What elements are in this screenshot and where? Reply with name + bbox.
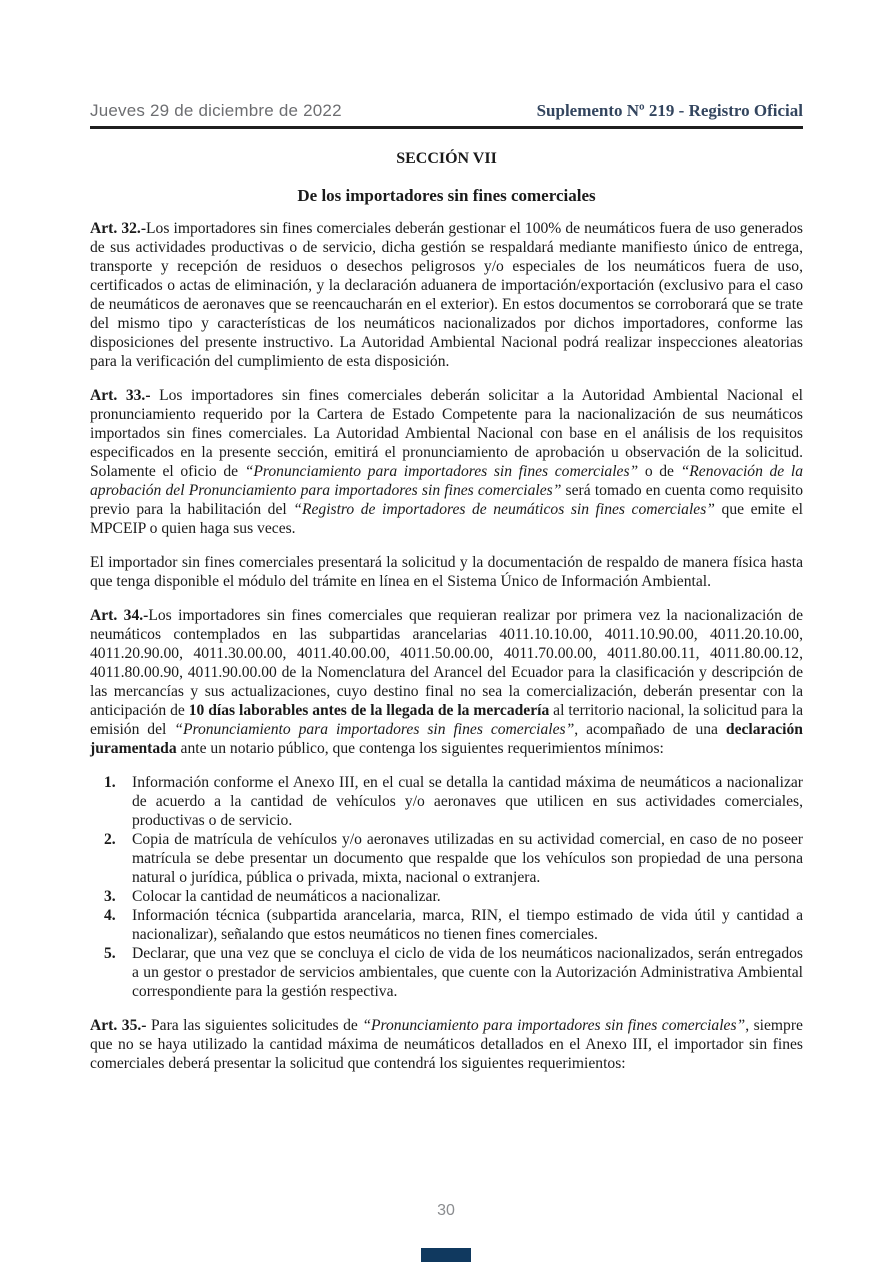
text-segment: Art. 35.- — [90, 1017, 147, 1034]
text-segment: Los importadores sin fines comerciales que requieran realizar por primera vez la nacionalización de neumáticos contemplados en las subpartidas arancelarias 4011.10.10.00, 4011.10.90.00, 4011.20.10.00, 4011.20.90.00, 4011.30.00.00, 4011.40.00.00, 4011.50.00.00, 4011.70.00.00, 4011.80.00.11, 4011.80.00.12, 4011.80.00.90, 4011.90.00.00 de la Nomenclatura del Arancel del Ecuador para la clasificación y descripción de las mercancías y sus actualizaciones, cuyo destino final no sea la comercialización, deberán presentar con la anticipación de — [90, 607, 803, 719]
text-segment: Art. 32.- — [90, 220, 147, 237]
text-segment: Art. 33.- — [90, 387, 151, 404]
text-segment: ante un notario público, que contenga los siguientes requerimientos mínimos: — [176, 740, 664, 757]
article-34 — [90, 606, 803, 758]
list-item — [90, 944, 803, 1001]
text-segment: Para las siguientes solicitudes de — [146, 1017, 363, 1034]
list-item — [90, 773, 803, 830]
page-number: 30 — [437, 1202, 455, 1219]
list-item-text — [132, 906, 803, 944]
text-segment: Los importadores sin fines comerciales deberán gestionar el 100% de neumáticos fuera de uso generados de sus actividades productivas o de servicio, dicha gestión se respaldará mediante manifiesto único de entrega, transporte y recepción de residuos o desechos peligrosos y/o especiales de los neumáticos fuera de uso, certificados o actas de eliminación, y la declaración aduanera de importación/exportación (exclusivo para el caso de neumáticos de aeronaves que se reencaucharán en el exterior). En estos documentos se corroborará que se trate del mismo tipo y características de los neumáticos nacionalizados por dichos importadores, conforme las disposiciones del presente instructivo. La Autoridad Ambiental Nacional podrá realizar inspecciones aleatorias para la verificación del cumplimiento de esta disposición. — [90, 220, 804, 370]
article-34-requirements-list — [90, 773, 803, 1001]
text-segment: Copia de matrícula de vehículos y/o aeronaves utilizadas en su actividad comercial, en caso de no poseer matrícula se debe presentar un documento que respalde que los vehículos son propiedad de una persona natural o jurídica, pública o privada, mixta, nacional o extranjera. — [132, 831, 803, 886]
text-segment: “Registro de importadores de neumáticos sin fines comerciales” — [293, 501, 715, 518]
header-supplement: Suplemento Nº 219 - Registro Oficial — [536, 101, 803, 120]
text-segment: Información conforme el Anexo III, en el cual se detalla la cantidad máxima de neumáticos a nacionalizar de acuerdo a la cantidad de vehículos y/o aeronaves que utilicen en sus actividades comerciales, productivas o de servicio. — [132, 774, 803, 829]
list-item — [90, 906, 803, 944]
list-item-number: 1. — [104, 774, 116, 791]
list-item-text — [132, 830, 803, 887]
header-date: Jueves 29 de diciembre de 2022 — [90, 101, 342, 120]
list-item-number: 2. — [104, 831, 116, 848]
text-segment: que emite el MPCEIP o quien haga sus veces. — [90, 501, 803, 537]
article-blocks — [90, 219, 803, 1073]
text-segment: o de — [638, 463, 681, 480]
list-item-text — [132, 773, 803, 830]
text-segment: Art. 34.- — [90, 607, 149, 624]
article-32 — [90, 219, 803, 371]
article-33 — [90, 386, 803, 538]
list-item — [90, 887, 803, 906]
list-item — [90, 830, 803, 887]
list-item-number: 5. — [104, 945, 116, 962]
text-segment: , siempre que no se haya utilizado la cantidad máxima de neumáticos detallados en el Anexo III, el importador sin fines comerciales deberá presentar la solicitud que contendrá los siguientes requerimientos: — [90, 1017, 803, 1072]
section-title: SECCIÓN VII — [396, 150, 497, 167]
text-segment: Información técnica (subpartida arancelaria, marca, RIN, el tiempo estimado de vida útil y cantidad a nacionalizar), señalando que estos neumáticos no tienen fines comerciales. — [132, 907, 803, 943]
text-segment: declaración juramentada — [90, 721, 803, 757]
footer-bar — [421, 1248, 471, 1262]
header-rule — [90, 126, 803, 129]
text-segment: “Pronunciamiento para importadores sin fines comerciales” — [244, 463, 639, 480]
text-segment: Declarar, que una vez que se concluya el ciclo de vida de los neumáticos nacionalizados, serán entregados a un gestor o prestador de servicios ambientales, que cuente con la Autorización Administrativa Ambiental correspondiente para la gestión respectiva. — [132, 945, 803, 1000]
paragraph-physical-submission — [90, 553, 803, 591]
text-segment: Colocar la cantidad de neumáticos a nacionalizar. — [132, 888, 441, 905]
text-segment: 10 días laborables antes de la llegada de la mercadería — [188, 702, 550, 719]
text-segment: El importador sin fines comerciales presentará la solicitud y la documentación de respaldo de manera física hasta que tenga disponible el módulo del trámite en línea en el Sistema Único de Información Ambiental. — [90, 554, 803, 590]
list-item-number: 4. — [104, 907, 116, 924]
text-segment: “Pronunciamiento para importadores sin fines comerciales” — [174, 721, 575, 738]
text-segment: será tomado en cuenta como requisito previo para la habilitación del — [90, 482, 803, 518]
document-body — [90, 143, 803, 1073]
text-segment: , acompañado de una — [574, 721, 726, 738]
section-subtitle: De los importadores sin fines comerciales — [297, 186, 596, 205]
list-item-number: 3. — [104, 888, 116, 905]
page-header — [90, 101, 803, 121]
list-item-text — [132, 887, 803, 906]
text-segment: Los importadores sin fines comerciales deberán solicitar a la Autoridad Ambiental Nacional el pronunciamiento requerido por la Cartera de Estado Competente para la nacionalización de sus neumáticos importados sin fines comerciales. La Autoridad Ambiental Nacional con base en el análisis de los requisitos especificados en la presente sección, emitirá el pronunciamiento de aprobación u observación de la solicitud. Solamente el oficio de — [90, 387, 803, 480]
text-segment: “Renovación de la aprobación del Pronunciamiento para importadores sin fines comerciales” — [90, 463, 803, 499]
text-segment: al territorio nacional, la solicitud para la emisión del — [90, 702, 804, 738]
list-item-text — [132, 944, 803, 1001]
text-segment: “Pronunciamiento para importadores sin fines comerciales” — [362, 1017, 746, 1034]
article-35 — [90, 1016, 803, 1073]
